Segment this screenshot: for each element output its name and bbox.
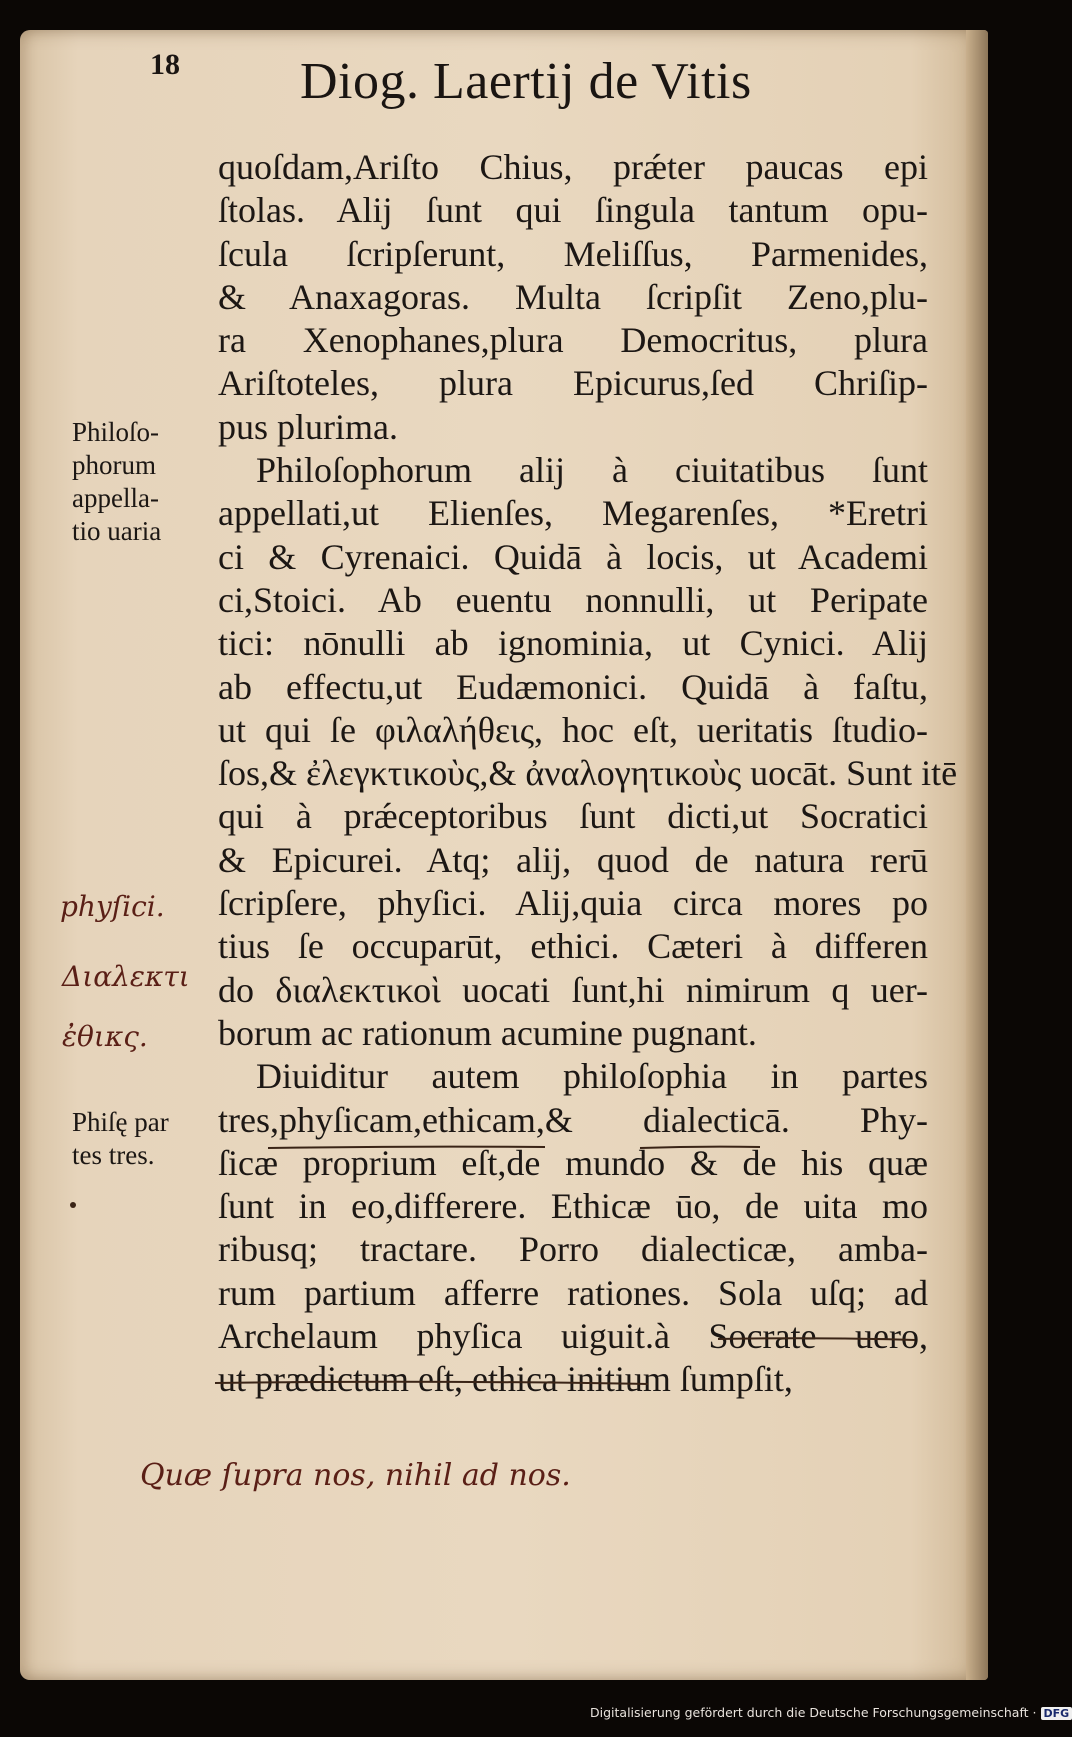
text-line: tres,phyſicam,ethicam,& dialecticā. Phy- xyxy=(218,1099,928,1140)
handwritten-physici: phyſici. xyxy=(60,890,165,923)
digitization-footer xyxy=(590,1705,1070,1720)
text-line: ab effectu,ut Eudæmonici. Quidā à faſtu, xyxy=(218,666,928,707)
text-line: appellati,ut Elienſes, Megarenſes, *Eretri xyxy=(218,493,928,534)
text-line: pus plurima. xyxy=(218,406,398,447)
handwritten-dialectici: Διαλεκτι xyxy=(62,960,190,993)
margin-dot-mark xyxy=(70,1202,76,1208)
text-line: tici: nōnulli ab ignominia, ut Cynici. Alij xyxy=(218,623,928,664)
text-line: ſunt in eo,differere. Ethicæ ūo, de uita mo xyxy=(218,1186,928,1227)
running-head: Diog. Laertij de Vitis xyxy=(300,53,752,110)
text-line: ut prædictum eſt, ethica initium ſumpſit, xyxy=(218,1359,793,1400)
margin-note-line: Phiſę par xyxy=(72,1107,169,1137)
text-line: Diuiditur autem philoſophia in partes xyxy=(256,1056,928,1097)
text-line: ſicæ proprium eſt,de mundo & de his quæ xyxy=(218,1142,928,1183)
text-line: ci,Stoici. Ab euentu nonnulli, ut Peripate xyxy=(218,579,928,620)
text-line: do διαλεκτικοὶ uocati ſunt,hi nimirum q uer- xyxy=(218,969,928,1010)
text-line: ſcula ſcripſerunt, Meliſſus, Parmenides, xyxy=(218,233,928,274)
margin-note-appellatio xyxy=(72,416,161,548)
text-line: ſtolas. Alij ſunt qui ſingula tantum opu- xyxy=(218,190,928,231)
margin-note-line: Philoſo- xyxy=(72,417,160,447)
text-line: qui à prǽceptoribus ſunt dicti,ut Socratici xyxy=(218,796,928,837)
page-number: 18 xyxy=(150,48,180,81)
text-line: ſos,& ἐλεγκτικοὺς,& ἀναλογητικοὺς uocāt. Sunt itē xyxy=(218,753,958,794)
margin-note-partes xyxy=(72,1106,169,1172)
page-spine-shadow xyxy=(966,30,988,1680)
footer-text: Digitalisierung gefördert durch die Deutsche Forschungsgemeinschaft · xyxy=(590,1705,1037,1720)
text-line: tius ſe occuparūt, ethici. Cæteri à differen xyxy=(218,926,928,967)
margin-note-line: tes tres. xyxy=(72,1140,155,1170)
text-line: & Epicurei. Atq; alij, quod de natura rerū xyxy=(218,839,928,880)
text-line: ribusq; tractare. Porro dialecticæ, amba- xyxy=(218,1229,928,1270)
handwritten-ethici: ἐθικς. xyxy=(62,1020,148,1053)
margin-note-line: tio uaria xyxy=(72,516,162,546)
margin-note-line: phorum xyxy=(72,450,156,480)
text-line: borum ac rationum acumine pugnant. xyxy=(218,1012,757,1053)
text-line: & Anaxagoras. Multa ſcripſit Zeno,plu- xyxy=(218,276,928,317)
handwritten-bottom-note: Quæ ſupra nos, nihil ad nos. xyxy=(140,1458,571,1493)
dfg-logo: DFG xyxy=(1041,1707,1072,1720)
text-line: quoſdam,Ariſto Chius, prǽter paucas epi xyxy=(218,147,928,187)
text-line: Archelaum phyſica uiguit.à Socrate uero, xyxy=(218,1316,928,1357)
text-line: ra Xenophanes,plura Democritus, plura xyxy=(218,320,928,361)
text-line: Ariſtoteles, plura Epicurus,ſed Chriſip- xyxy=(218,363,928,404)
text-line: rum partium afferre rationes. Sola uſq; ad xyxy=(218,1272,928,1313)
margin-note-line: appella- xyxy=(72,483,159,513)
text-line: ut qui ſe φιλαλήθεις, hoc eſt, ueritatis ſtudio- xyxy=(218,709,928,750)
main-text-block xyxy=(218,146,958,1402)
text-line: Philoſophorum alij à ciuitatibus ſunt xyxy=(256,450,928,491)
text-line: ſcripſere, phyſici. Alij,quia circa mores po xyxy=(218,883,928,924)
text-line: ci & Cyrenaici. Quidā à locis, ut Academi xyxy=(218,536,928,577)
